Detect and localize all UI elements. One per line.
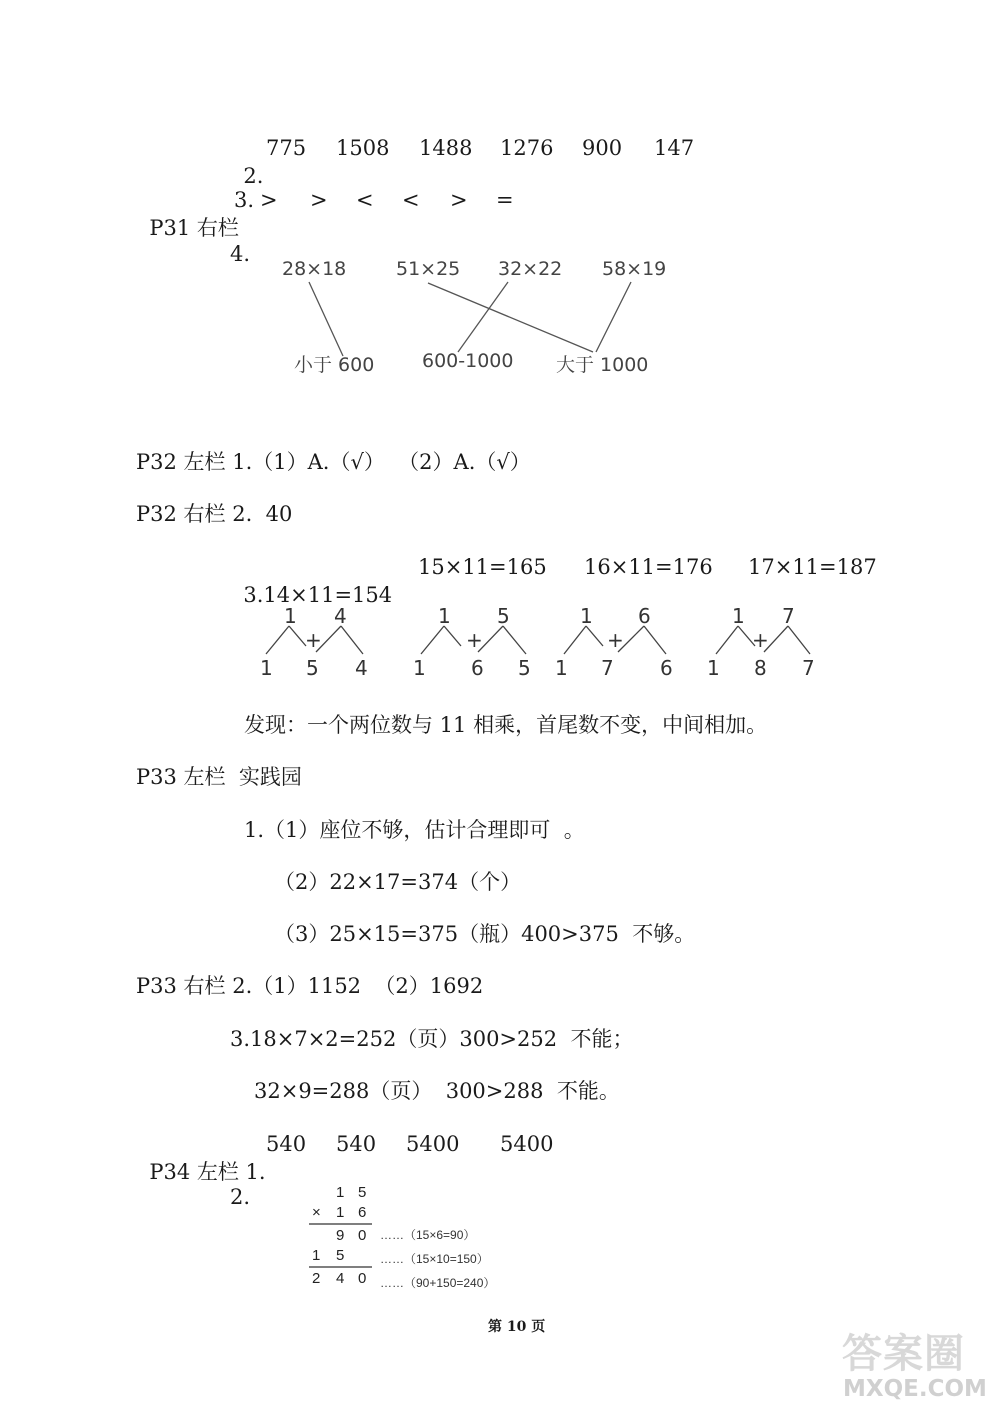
value: 540: [266, 1132, 307, 1156]
value: 1488: [419, 136, 473, 160]
watermark-url: MXQE.COM: [843, 1376, 987, 1402]
tree-line: [788, 626, 810, 654]
plus-sign: +: [752, 628, 769, 652]
page-number: 第 10 页: [488, 1319, 546, 1335]
step-note: ……（15×6=90）: [380, 1228, 476, 1242]
tree-digit: 4: [334, 604, 347, 628]
item-number-2: 2.: [230, 1185, 251, 1209]
tree-digit: 5: [306, 656, 319, 680]
digit: 9: [336, 1227, 345, 1244]
comparison-sign: <: [402, 188, 420, 212]
tree-line: [586, 626, 603, 646]
tree-line: [444, 626, 461, 646]
equation: 15×11=165: [418, 555, 547, 579]
plus-sign: +: [607, 628, 624, 652]
tree-digit: 8: [754, 656, 767, 680]
item-number: 3.: [234, 188, 255, 212]
tree-digit: 1: [707, 656, 720, 680]
tree-digit: 6: [471, 656, 484, 680]
step-note: ……（15×10=150）: [380, 1252, 489, 1266]
tree-digit: 7: [782, 604, 795, 628]
answer-line-p33-left: P33 左栏 实践园: [136, 765, 302, 789]
answer-line-p32-left: P32 左栏 1.（1）A.（√） （2）A.（√）: [136, 450, 531, 474]
tree-digit: 7: [601, 656, 614, 680]
answer-line-3-pages-b: 32×9=288（页） 300>288 不能。: [254, 1079, 620, 1103]
tree-digit: 1: [555, 656, 568, 680]
tree-digit: 6: [638, 604, 651, 628]
discovery-text: 发现：一个两位数与 11 相乘，首尾数不变，中间相加。: [244, 713, 768, 737]
tree-line: [503, 626, 526, 654]
digit: 1: [312, 1247, 321, 1264]
tree-line: [564, 626, 586, 654]
digit: 6: [358, 1204, 367, 1221]
tree-digit: 4: [355, 656, 368, 680]
digit: 1: [336, 1204, 345, 1221]
expr-51x25: 51×25: [396, 258, 461, 280]
answer-line-p33-right: P33 右栏 2.（1）1152 （2）1692: [136, 974, 484, 998]
digit: 5: [358, 1184, 367, 1201]
value: 1508: [336, 136, 390, 160]
digit: 1: [336, 1184, 345, 1201]
times-sign: ×: [312, 1204, 321, 1221]
expr-32x22: 32×22: [498, 258, 563, 280]
tree-digit: 1: [413, 656, 426, 680]
tree-line: [644, 626, 666, 654]
comparison-sign: >: [260, 188, 278, 212]
tree-digit: 7: [802, 656, 815, 680]
section-head: P34 左栏 1.: [149, 1160, 266, 1184]
tree-digit: 1: [438, 604, 451, 628]
match-line: [428, 283, 593, 352]
tree-digit: 1: [260, 656, 273, 680]
comparison-sign: >: [450, 188, 468, 212]
q4-number: 4.: [230, 242, 251, 266]
tree-line: [716, 626, 738, 654]
equation: 17×11=187: [748, 555, 877, 579]
equation: 14×11=154: [263, 583, 393, 607]
value: 540: [336, 1132, 377, 1156]
comparison-sign: <: [356, 188, 374, 212]
plus-sign: +: [466, 628, 483, 652]
value: 900: [582, 136, 623, 160]
target-more-1000: 大于 1000: [556, 354, 649, 376]
comparison-sign: >: [310, 188, 328, 212]
comparison-sign: =: [496, 188, 514, 212]
answer-line-3-pages: 3.18×7×2=252（页）300>252 不能；: [230, 1027, 634, 1051]
value: 775: [266, 136, 307, 160]
section-head: P31 右栏: [149, 216, 239, 240]
tree-digit: 1: [284, 604, 297, 628]
tree-digit: 5: [497, 604, 510, 628]
answer-line-p32-right: P32 右栏 2. 40: [136, 502, 293, 526]
value: 147: [654, 136, 695, 160]
tree-line: [421, 626, 444, 654]
item-number: 2.: [243, 164, 264, 188]
item-number: 3.: [243, 583, 264, 607]
equation: 16×11=176: [584, 555, 713, 579]
tree-digit: 1: [580, 604, 593, 628]
value: 1276: [500, 136, 554, 160]
step-note: ……（90+150=240）: [380, 1276, 496, 1290]
digit: 5: [336, 1247, 345, 1264]
answer-line-1-3: （3）25×15=375（瓶）400>375 不够。: [274, 922, 696, 946]
digit: 0: [358, 1270, 367, 1287]
plus-sign: +: [305, 628, 322, 652]
target-less-600: 小于 600: [294, 354, 375, 376]
digit: 0: [358, 1227, 367, 1244]
tree-digit: 1: [732, 604, 745, 628]
match-line: [309, 282, 343, 356]
value: 5400: [406, 1132, 460, 1156]
expr-58x19: 58×19: [602, 258, 667, 280]
digit: 2: [312, 1270, 321, 1287]
tree-digit: 6: [660, 656, 673, 680]
watermark-logo: 答案圈: [842, 1331, 965, 1377]
match-line: [596, 282, 631, 352]
answer-line-1-2: （2）22×17=374（个）: [274, 870, 522, 894]
value: 5400: [500, 1132, 554, 1156]
tree-digit: 5: [518, 656, 531, 680]
target-600-1000: 600-1000: [422, 350, 514, 372]
digit: 4: [336, 1270, 345, 1287]
match-line: [458, 282, 508, 352]
expr-28x18: 28×18: [282, 258, 347, 280]
answer-line-1-1: 1.（1）座位不够，估计合理即可 。: [244, 818, 585, 842]
